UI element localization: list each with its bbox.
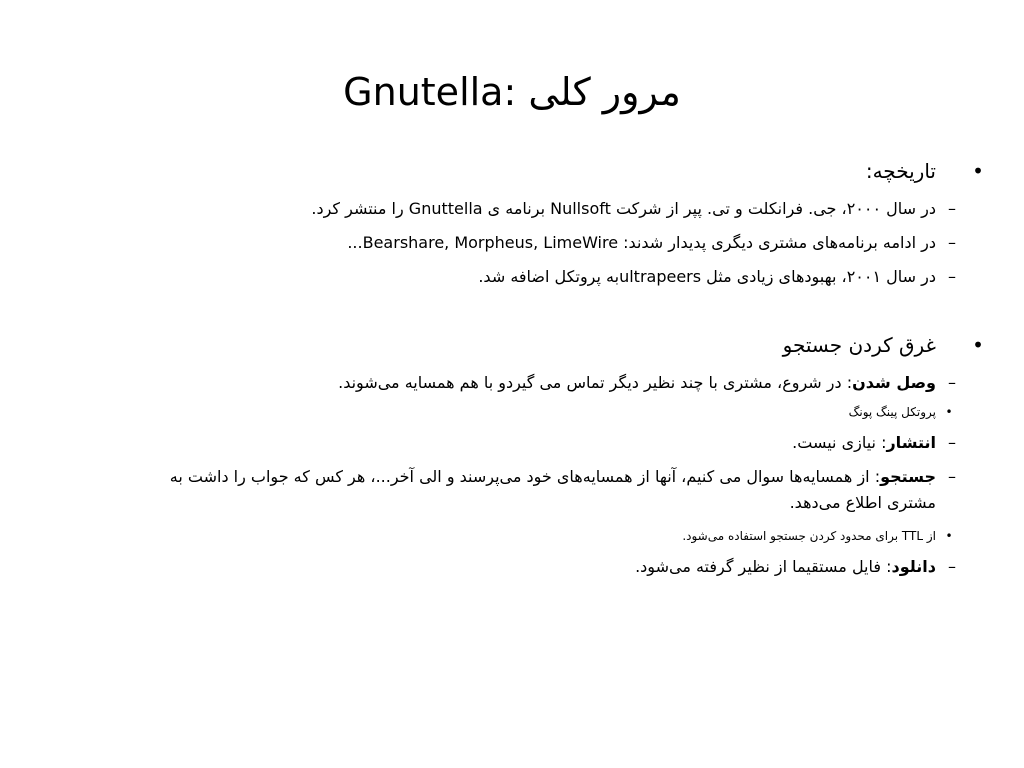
- flooding-item-search-text: : از همسایه‌ها سوال می کنیم، آنها از همسایه‌های خود می‌پرسند و الی آخر...، هر کس که جواب را داشت به مشتری اطلاع می‌دهد.: [169, 467, 936, 512]
- slide-title: Gnutella: مرور کلی: [343, 70, 681, 114]
- dash-icon: –: [948, 467, 956, 486]
- term-search: جستجو: [880, 467, 936, 486]
- history-item-2: [116, 230, 956, 256]
- sub-ttl-text: از TTL برای محدود کردن جستجو استفاده می‌شود.: [682, 529, 936, 543]
- bullet-icon: •: [972, 159, 984, 183]
- dash-icon: –: [948, 267, 956, 286]
- flooding-item-publish: [116, 430, 956, 456]
- dash-icon: –: [948, 233, 956, 252]
- bullet-icon: •: [972, 333, 984, 357]
- term-join: وصل شدن: [852, 373, 936, 392]
- dash-icon: –: [948, 433, 956, 452]
- dash-icon: –: [948, 199, 956, 218]
- dash-icon: –: [948, 373, 956, 392]
- bullet-icon: •: [945, 405, 953, 419]
- flooding-item-search: [124, 464, 956, 516]
- term-download: دانلود: [891, 557, 936, 576]
- history-item-1: [116, 196, 956, 222]
- bullet-history: [116, 156, 984, 186]
- term-publish: انتشار: [886, 433, 936, 452]
- dash-icon: –: [948, 557, 956, 576]
- sub-ping-pong-text: پروتکل پینگ پونگ: [848, 405, 936, 419]
- heading-history: تاریخچه:: [865, 159, 936, 183]
- flooding-item-publish-text: : نیازی نیست.: [792, 433, 887, 452]
- history-item-2-text: در ادامه برنامه‌های مشتری دیگری پدیدار شدند: Bearshare, Morpheus, LimeWire...: [347, 233, 936, 252]
- flooding-item-join-text: : در شروع، مشتری با چند نظیر دیگر تماس می گیردو با هم همسایه می‌شوند.: [338, 373, 853, 392]
- bullet-icon: •: [945, 529, 953, 543]
- flooding-item-download: [116, 554, 956, 580]
- history-item-1-text: در سال ۲۰۰۰، جی. فرانکلت و تی. پپر از شرکت Nullsoft برنامه ی Gnuttella را منتشر کرد.: [311, 199, 936, 218]
- bullet-query-flooding: [116, 330, 984, 360]
- flooding-item-join: [116, 370, 956, 396]
- flooding-sub-ping-pong: [116, 402, 953, 422]
- flooding-item-download-text: : فایل مستقیما از نظیر گرفته می‌شود.: [635, 557, 892, 576]
- history-item-3-text: در سال ۲۰۰۱، بهبودهای زیادی مثل ultrapeersبه پروتکل اضافه شد.: [478, 267, 936, 286]
- heading-query-flooding: غرق کردن جستجو: [782, 333, 936, 357]
- flooding-sub-ttl: [116, 526, 953, 546]
- history-item-3: [116, 264, 956, 290]
